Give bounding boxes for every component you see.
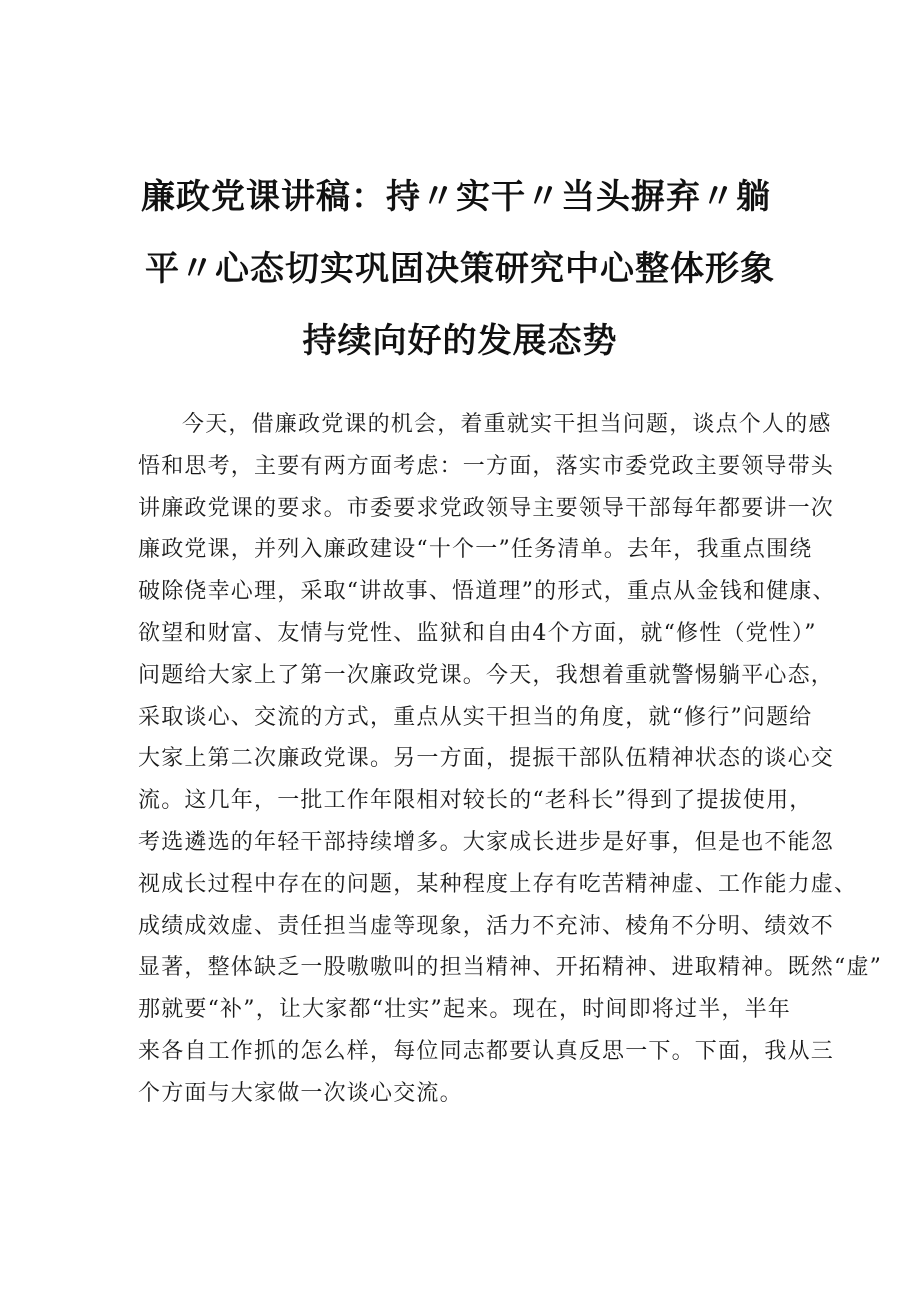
body-line-12: 视成长过程中存在的问题，某种程度上存有吃苦精神虚、工作能力虚、 (138, 871, 858, 897)
body-line-1: 今天，借廉政党课的机会，着重就实干担当问题，谈点个人的感 (182, 412, 832, 437)
body-line-3: 讲廉政党课的要求。市委要求党政领导主要领导干部每年都要讲一次 (138, 495, 835, 521)
body-line-10: 流。这几年，一批工作年限相对较长的“老科长”得到了提拔使用， (138, 788, 813, 814)
body-line-4: 廉政党课，并列入廉政建设“十个一”任务清单。去年，我重点围绕 (138, 537, 813, 563)
body-line-11: 考选遴选的年轻干部持续增多。大家成长进步是好事，但是也不能忽 (138, 829, 835, 855)
body-line-8: 采取谈心、交流的方式，重点从实干担当的角度，就“修行”问题给 (138, 704, 813, 730)
body-line-15: 那就要“补”，让大家都“壮实”起来。现在，时间即将过半，半年 (138, 997, 791, 1023)
title-line-2: 平〃心态切实巩固决策研究中心整体形象 (145, 248, 775, 289)
body-line-17: 个方面与大家做一次谈心交流。 (138, 1080, 463, 1106)
body-line-14: 显著，整体缺乏一股嗷嗷叫的担当精神、开拓精神、进取精神。既然“虚” (138, 955, 883, 981)
body-line-9: 大家上第二次廉政党课。另一方面，提振干部队伍精神状态的谈心交 (138, 746, 835, 772)
body-line-16: 来各自工作抓的怎么样，每位同志都要认真反思一下。下面，我从三 (138, 1038, 835, 1064)
title-line-3: 持续向好的发展态势 (302, 320, 618, 361)
body-line-6: 欲望和财富、友情与党性、监狱和自由4个方面，就“修性（党性）” (138, 620, 817, 646)
body-line-5: 破除侥幸心理，采取“讲故事、悟道理”的形式，重点从金钱和健康、 (138, 579, 836, 605)
body-line-13: 成绩成效虚、责任担当虚等现象，活力不充沛、棱角不分明、绩效不 (138, 913, 835, 939)
body-line-7: 问题给大家上了第一次廉政党课。今天，我想着重就警惕躺平心态， (138, 662, 835, 688)
title-line-1: 廉政党课讲稿：持〃实干〃当头摒弃〃躺 (141, 176, 771, 217)
body-paragraph (138, 404, 883, 1115)
document-title (120, 161, 800, 377)
body-line-2: 悟和思考，主要有两方面考虑：一方面，落实市委党政主要领导带头 (138, 453, 835, 479)
